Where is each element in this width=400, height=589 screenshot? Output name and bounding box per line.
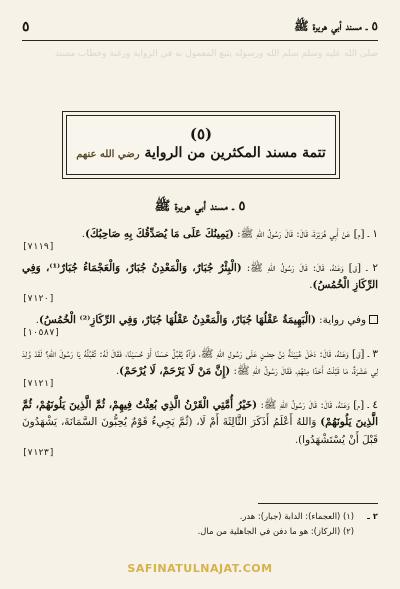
hadith-intro: ٢ ـ [ق] وَعَنْهُ، قَالَ: قَالَ رَسُولُ اللهِ ﷺ: (241, 262, 378, 275)
hadith-paragraph (22, 226, 378, 253)
hadith-tail: وَاللهُ أَعْلَمُ أَذَكَرَ الثَّالِثَةَ أَمْ لَا، (ثُمَّ يَجِيءُ قَوْمٌ يُحِبُّونَ السَّمَانَةَ، يَشْهَدُونَ قَبْلَ أَنْ يُسْتَشْهَدُوا). (22, 416, 378, 446)
footnote-divider (258, 503, 378, 504)
hadith-quote: (يَمِينُكَ عَلَى مَا يُصَدِّقُكَ بِهِ صَاحِبُكَ) (85, 228, 234, 240)
hadith-quote: (الْبِئْرُ جُبَارٌ، وَالْمَعْدِنُ جُبَارٌ، وَالْعَجْمَاءُ جُبَارٌ⁽¹⁾، وَفِي الرِّكَازِ الْخُمُسُ) (22, 262, 378, 292)
hadith-intro: ٣ ـ [ق] وَعَنْهُ، قَالَ: دَخَلَ عُيَيْنَةُ بْنُ حِصْنٍ عَلَى رَسُولِ اللهِ ﷺ، فَرَآهُ يُقَبِّلُ حَسَنًا أَوْ حُسَيْنًا، فَقَالَ لَهُ: تُقَبِّلُهُ يَا رَسُولَ اللهِ؟ لَقَدْ وُلِدَ لِي عَشَرَةٌ، مَا قَبَّلْتُ أَحَدًا مِنْهُمْ، فَقَالَ رَسُولُ اللهِ ﷺ: (22, 347, 378, 378)
hadith-paragraph (22, 397, 378, 459)
salawat-glyph: رضي الله عنهم (76, 149, 140, 160)
hadith-quote: (الْبَهِيمَةُ عَقْلُهَا جُبَارٌ، وَالْمَعْدِنُ عَقْلُهَا جُبَارٌ، وَفِي الرِّكَازِ⁽²⁾ الْخُمُسُ) (38, 313, 316, 326)
footnotes (22, 509, 378, 539)
footnote-marker: ٢ ـ (367, 511, 378, 521)
hadith-paragraph (22, 312, 378, 339)
chapter-title-line (76, 143, 326, 165)
hadith-quote: (خَيْرُ أُمَّتِي الْقَرْنُ الَّذِي بُعِثْتُ فِيهِمْ، ثُمَّ الَّذِينَ يَلُونَهُمْ، ثُمَّ الَّذِينَ يَلُونَهُمْ) (22, 399, 378, 429)
hadith-tail: . (309, 279, 313, 292)
hadith-reference: [١٠٥٨٧] (22, 327, 60, 338)
hadith-intro: وفي رواية: (315, 313, 366, 326)
footnote-item: (١) (العجماء): الدابة (جبار): هدر. (239, 511, 354, 521)
hadith-tail: . (81, 228, 86, 240)
hadith-tail: . (115, 365, 120, 378)
chapter-frame (66, 115, 336, 175)
hadith-intro: ٤ ـ [م] وَعَنْهُ، قَالَ: قَالَ رَسُولُ اللهِ ﷺ: (257, 399, 378, 412)
hadith-text-body (22, 226, 378, 466)
running-header (22, 14, 378, 41)
square-marker-icon (369, 315, 378, 324)
page-number: ٥ (22, 19, 30, 35)
hadith-intro: ١ ـ [م] عَنْ أَبِي هُرَيْرَةَ، قَالَ: قَالَ رَسُولُ اللهِ ﷺ: (233, 228, 378, 240)
hadith-paragraph (22, 346, 378, 390)
hadith-quote: (إِنَّ مَنْ لَا يَرْحَمْ، لَا يُرْحَمْ) (119, 365, 231, 378)
hadith-tail: . (35, 313, 39, 326)
hadith-reference: [٧١١٩] (22, 242, 55, 253)
hadith-reference: [٧١٢٠] (22, 293, 55, 304)
hadith-paragraph (22, 260, 378, 304)
section-title: ٥ ـ مسند أبي هريرة ﷺ (154, 199, 246, 214)
hadith-reference: [٧١٢١] (22, 379, 55, 390)
header-title: ٥ ـ مسند أبي هريرة ﷺ (294, 18, 378, 33)
bleed-through-text: صلى الله عليه وسلم سلم الله ورسوله يتبع المعمول به في الرواية ورغبة وخطاب مسند (54, 49, 378, 59)
footnote-item: (٢) (الركاز): هو ما دفن في الجاهلية من مال. (197, 526, 354, 536)
hadith-reference: [٧١٢٣] (22, 447, 55, 458)
chapter-title: تتمة مسند المكثرين من الرواية (144, 145, 326, 161)
site-watermark: SAFINATULNAJAT.COM (127, 562, 273, 575)
chapter-number: (٥) (189, 125, 213, 143)
